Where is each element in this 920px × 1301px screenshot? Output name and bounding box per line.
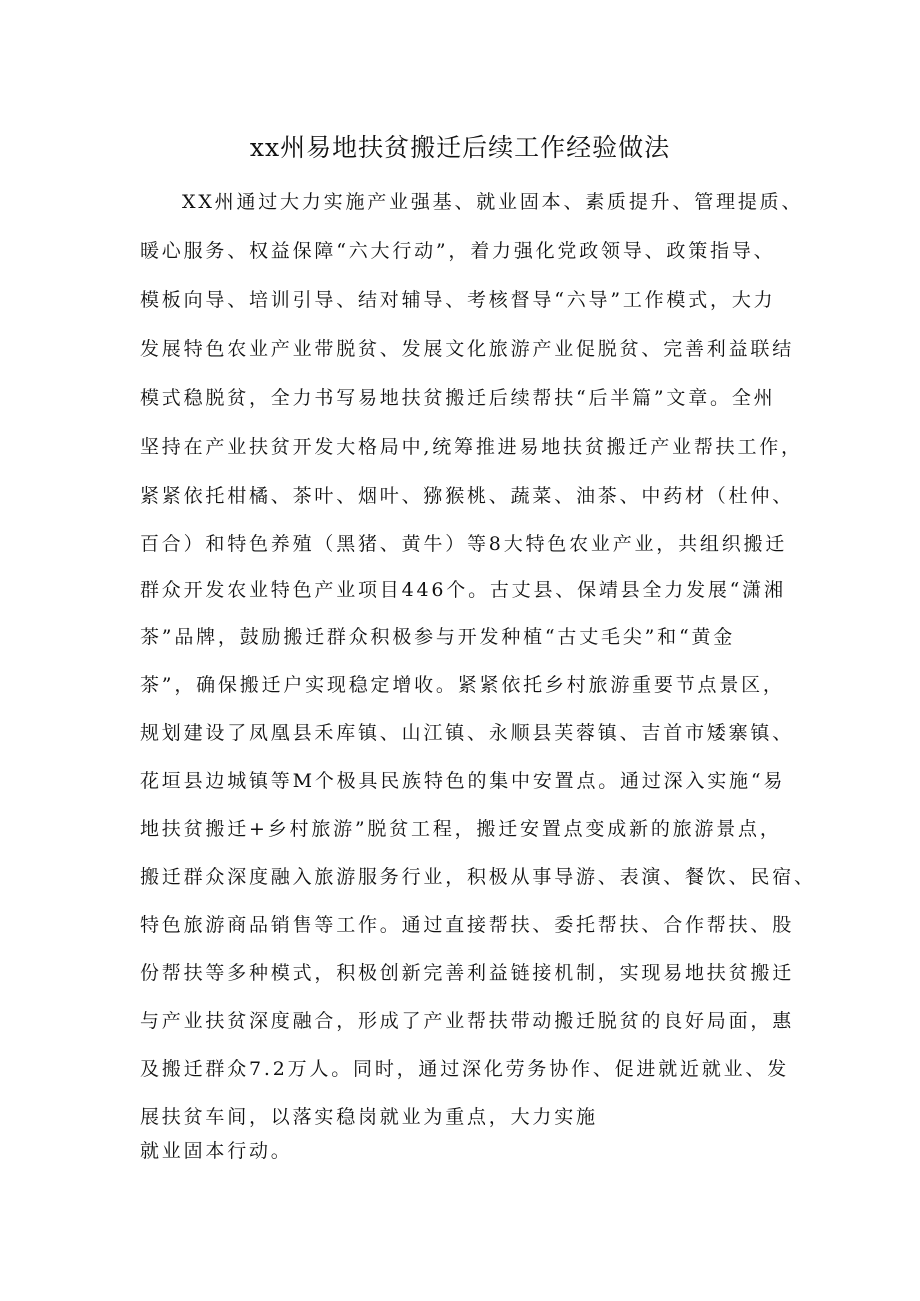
paragraph-line-4: 发展特色农业产业带脱贫、发展文化旅游产业促脱贫、完善利益联结 [140,338,795,360]
paragraph-line-13: 花垣县边城镇等M个极具民族特色的集中安置点。通过深入实施“易 [140,770,786,792]
paragraph-line-21: 就业固本行动。 [140,1140,293,1162]
paragraph-line-15: 搬迁群众深度融入旅游服务行业，积极从事导游、表演、餐饮、民宿、 [140,866,816,888]
paragraph-line-19: 及搬迁群众7.2万人。同时，通过深化劳务协作、促进就近就业、发 [140,1058,790,1080]
paragraph-line-1: XX州通过大力实施产业强基、就业固本、素质提升、管理提质、 [182,191,804,213]
paragraph-line-2: 暖心服务、权益保障“六大行动”，着力强化党政领导、政策指导、 [140,240,776,262]
paragraph-line-5: 模式稳脱贫，全力书写易地扶贫搬迁后续帮扶“后半篇”文章。全州 [140,387,776,409]
paragraph-line-10: 茶”品牌，鼓励搬迁群众积极参与开发种植“古丈毛尖”和“黄金 [140,626,736,648]
paragraph-line-11: 茶”，确保搬迁户实现稳定增收。紧紧依托乡村旅游重要节点景区， [140,674,785,696]
document-title: xx州易地扶贫搬迁后续工作经验做法 [249,133,671,162]
paragraph-line-3: 模板向导、培训引导、结对辅导、考核督导“六导”工作模式，大力 [140,289,776,311]
paragraph-line-7: 紧紧依托柑橘、茶叶、烟叶、猕猴桃、蔬菜、油茶、中药材（杜仲、 [140,485,795,507]
paragraph-line-8: 百合）和特色养殖（黑猪、黄牛）等8大特色农业产业，共组织搬迁 [140,533,788,555]
paragraph-line-9: 群众开发农业特色产业项目446个。古丈县、保靖县全力发展“潇湘 [140,579,786,601]
paragraph-line-17: 份帮扶等多种模式，积极创新完善利益链接机制，实现易地扶贫搬迁 [140,962,795,984]
paragraph-line-20: 展扶贫车间，以落实稳岗就业为重点，大力实施 [140,1106,598,1128]
paragraph-line-14: 地扶贫搬迁+乡村旅游”脱贫工程，搬迁安置点变成新的旅游景点， [140,818,782,840]
paragraph-line-6: 坚持在产业扶贫开发大格局中,统筹推进易地扶贫搬迁产业帮扶工作， [140,436,803,458]
paragraph-line-18: 与产业扶贫深度融合，形成了产业帮扶带动搬迁脱贫的良好局面，惠 [140,1010,795,1032]
paragraph-line-16: 特色旅游商品销售等工作。通过直接帮扶、委托帮扶、合作帮扶、股 [140,914,795,936]
paragraph-line-12: 规划建设了凤凰县禾库镇、山江镇、永顺县芙蓉镇、吉首市矮寨镇、 [140,722,795,744]
